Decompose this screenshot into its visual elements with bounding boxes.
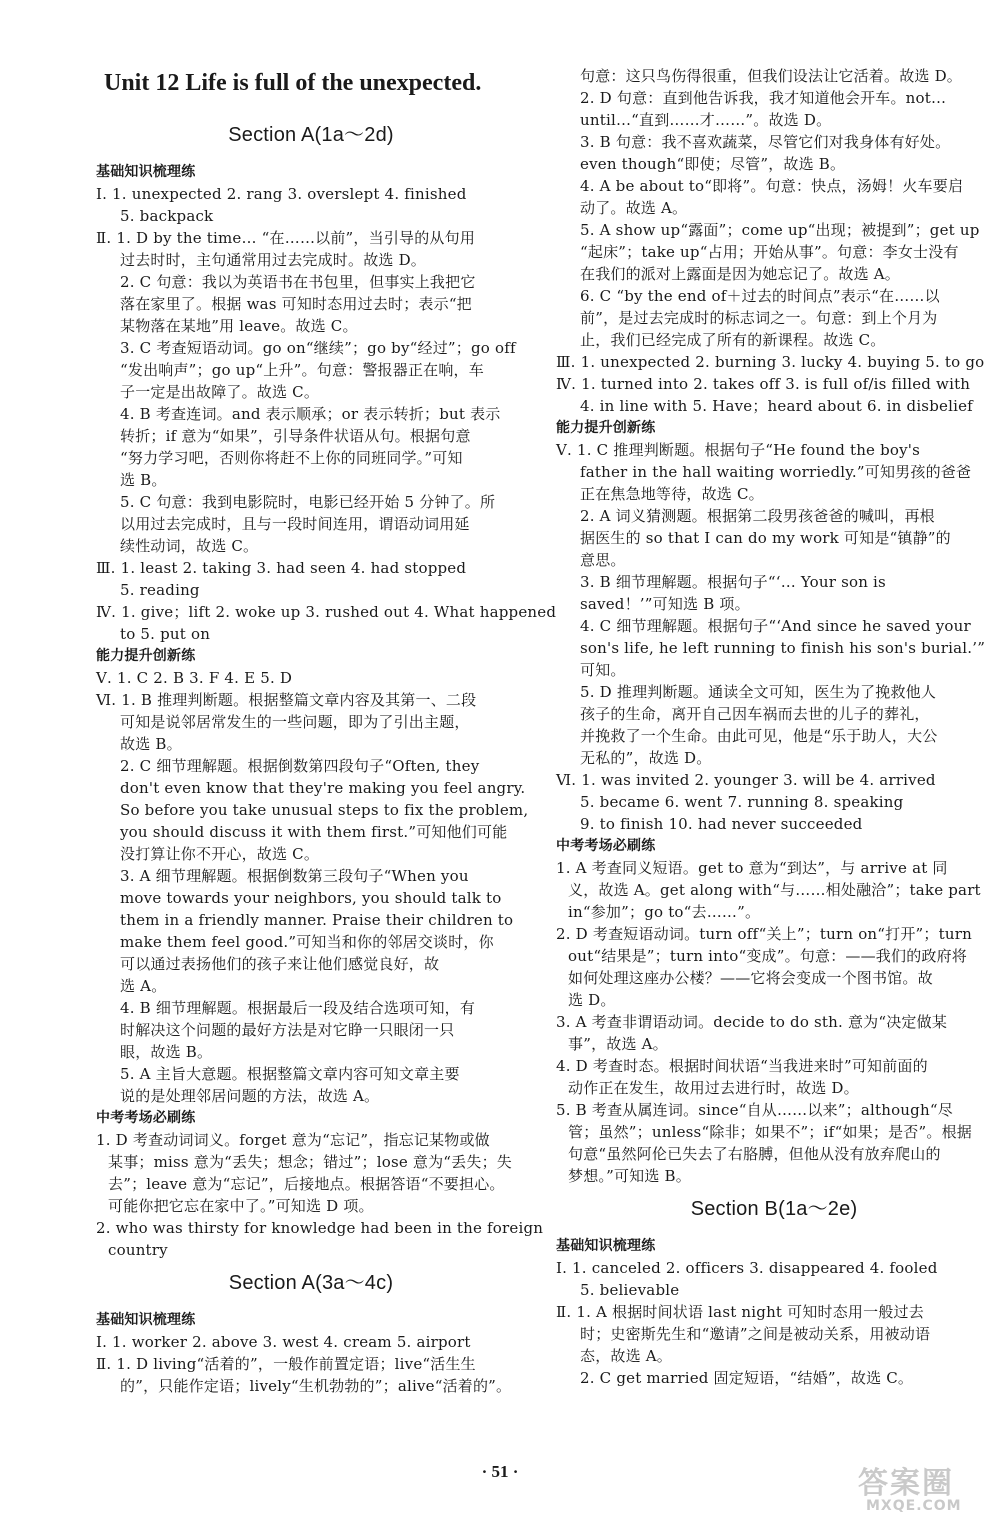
answer-line: 义，故选 A。get along with“与……相处融洽”；take part (568, 881, 981, 899)
answer-line: 如何处理这座办公楼？——它将会变成一个图书馆。故 (568, 969, 933, 987)
answer-line: 2. D 考查短语动词。turn off“关上”；turn on“打开”；turn (556, 925, 972, 943)
answer-line: Ⅱ. 1. D living“活着的”，一般作前置定语；live“活生生 (96, 1355, 476, 1373)
answer-line: 4. A be about to“即将”。句意：快点，汤姆！火车要启 (580, 177, 964, 195)
answer-line: 2. D 句意：直到他告诉我，我才知道他会开车。not… (580, 89, 947, 107)
answer-line: 管；虽然”；unless“除非；如果不”；if“如果；是否”。根据 (568, 1123, 972, 1141)
answer-line: 落在家里了。根据 was 可知时态用过去时；表示“把 (120, 295, 472, 313)
answer-line: them in a friendly manner. Praise their children to (120, 911, 514, 929)
answer-line: 说的是处理邻居问题的方法，故选 A。 (120, 1087, 380, 1105)
answer-line: out“结果是”；turn into“变成”。句意：——我们的政府将 (568, 947, 967, 965)
answer-line: to 5. put on (120, 625, 211, 643)
answer-line: Ⅲ. 1. least 2. taking 3. had seen 4. had stopped (96, 559, 467, 577)
answer-line: Ⅱ. 1. D by the time… “在……以前”，当引导的从句用 (96, 229, 476, 247)
page-number: · 51 · (481, 1462, 519, 1481)
answer-line: 2. C 细节理解题。根据倒数第四段句子“Often, they (120, 757, 480, 775)
answer-line: 无私的”，故选 D。 (580, 749, 712, 767)
answer-line: 子一定是出故障了。故选 C。 (120, 383, 320, 401)
watermark-url: MXQE.COM (866, 1498, 962, 1514)
answer-line: 5. believable (580, 1281, 680, 1299)
answer-line: Ⅴ. 1. C 推理判断题。根据句子“He found the boy's (556, 441, 921, 459)
answer-line: Ⅳ. 1. give；lift 2. woke up 3. rushed out 4. What happened (96, 603, 557, 621)
answer-line: 3. A 考查非谓语动词。decide to do sth. 意为“决定做某 (556, 1013, 948, 1031)
answer-line: 某事；miss 意为“丢失；想念；错过”；lose 意为“丢失；失 (108, 1153, 512, 1171)
answer-line: 态，故选 A。 (580, 1347, 673, 1365)
answer-line: 句意：这只鸟伤得很重，但我们设法让它活着。故选 D。 (580, 67, 962, 85)
answer-line: 故选 B。 (120, 735, 182, 753)
answer-line: 去”；leave 意为“忘记”，后接地点。根据答语“不要担心。 (108, 1175, 505, 1193)
answer-line: 4. C 细节理解题。根据句子“‘And since he saved your (580, 617, 971, 635)
answer-line: 梦想。”可知选 B。 (568, 1167, 691, 1185)
answer-line: 可知。 (580, 661, 626, 679)
answer-line: 1. D 考查动词词义。forget 意为“忘记”，指忘记某物或做 (96, 1131, 490, 1149)
answer-line: 在我们的派对上露面是因为她忘记了。故选 A。 (580, 265, 901, 283)
subsection-heading: 基础知识梳理练 (96, 1312, 196, 1328)
answer-line: Ⅵ. 1. B 推理判断题。根据整篇文章内容及其第一、二段 (96, 691, 477, 709)
answer-line: 选 A。 (120, 977, 167, 995)
answer-line: 事”，故选 A。 (568, 1035, 668, 1053)
answer-line: 没打算让你不开心，故选 C。 (120, 845, 320, 863)
answer-line: Ⅴ. 1. C 2. B 3. F 4. E 5. D (96, 669, 293, 687)
subsection-heading: 能力提升创新练 (556, 420, 656, 436)
answer-line: don't even know that they're making you feel angry. (120, 779, 526, 797)
answer-line: 动作正在发生，故用过去进行时，故选 D。 (568, 1079, 859, 1097)
answer-line: 5. C 句意：我到电影院时，电影已经开始 5 分钟了。所 (120, 493, 496, 511)
answer-line: 2. C 句意：我以为英语书在书包里，但事实上我把它 (120, 273, 476, 291)
answer-line: 正在焦急地等待，故选 C。 (580, 485, 764, 503)
answer-line: 6. C “by the end of＋过去的时间点”表示“在……以 (580, 287, 940, 305)
answer-line: 时解决这个问题的最好方法是对它睁一只眼闭一只 (120, 1021, 455, 1039)
answer-line: saved！’”可知选 B 项。 (580, 595, 750, 613)
answer-line: father in the hall waiting worriedly.”可知男孩的爸爸 (580, 463, 972, 481)
answer-line: So before you take unusual steps to fix the problem, (120, 801, 529, 819)
answer-line: 5. B 考查从属连词。since“自从……以来”；although“尽 (556, 1101, 953, 1119)
answer-line: 句意“虽然阿伦已失去了右胳膊，但他从没有放弃爬山的 (568, 1145, 941, 1163)
answer-line: 9. to finish 10. had never succeeded (580, 815, 863, 833)
answer-line: in“参加”；go to“去……”。 (568, 903, 761, 921)
answer-line: 可能你把它忘在家中了。”可知选 D 项。 (108, 1197, 374, 1215)
answer-line: 可以通过表扬他们的孩子来让他们感觉良好，故 (120, 955, 440, 973)
subsection-heading: 中考考场必刷练 (96, 1110, 196, 1126)
unit-title: Unit 12 Life is full of the unexpected. (104, 70, 482, 96)
answer-line: 据医生的 so that I can do my work 可知是“镇静”的 (580, 529, 951, 547)
watermark-logo (858, 1458, 988, 1518)
answer-line: 意思。 (580, 551, 626, 569)
answer-line: 眼，故选 B。 (120, 1043, 213, 1061)
answer-line: 3. A 细节理解题。根据倒数第三段句子“When you (120, 867, 469, 885)
answer-line: 转折；if 意为“如果”，引导条件状语从句。根据句意 (120, 427, 471, 445)
answer-line: 动了。故选 A。 (580, 199, 688, 217)
answer-line: 5. became 6. went 7. running 8. speaking (580, 793, 904, 811)
answer-line: 5. A show up“露面”；come up“出现；被提到”；get up (580, 221, 980, 239)
answer-line: 5. reading (120, 581, 200, 599)
subsection-heading: 基础知识梳理练 (556, 1238, 656, 1254)
answer-line: country (108, 1241, 168, 1259)
answer-line: 时；史密斯先生和“邀请”之间是被动关系，用被动语 (580, 1325, 931, 1343)
answer-line: 4. D 考查时态。根据时间状语“当我进来时”可知前面的 (556, 1057, 928, 1075)
section-heading: Section A(3a～4c) (228, 1272, 394, 1294)
answer-line: 4. in line with 5. Have；heard about 6. in disbelief (580, 397, 973, 415)
answer-line: 孩子的生命，离开自己因车祸而去世的儿子的葬礼， (580, 705, 930, 723)
answer-line: 以用过去完成时，且与一段时间连用，谓语动词用延 (120, 515, 470, 533)
answer-line: 2. A 词义猜测题。根据第二段男孩爸爸的喊叫，再根 (580, 507, 935, 525)
answer-line: “起床”；take up“占用；开始从事”。句意：李女士没有 (580, 243, 959, 261)
answer-line: 止，我们已经完成了所有的新课程。故选 C。 (580, 331, 886, 349)
subsection-heading: 中考考场必刷练 (556, 838, 656, 854)
answer-line: Ⅰ. 1. worker 2. above 3. west 4. cream 5. airport (96, 1333, 471, 1351)
answer-line: 可知是说邻居常发生的一些问题，即为了引出主题， (120, 713, 470, 731)
answer-line: Ⅳ. 1. turned into 2. takes off 3. is full of/is filled with (556, 375, 971, 393)
answer-line: 5. D 推理判断题。通读全文可知，医生为了挽救他人 (580, 683, 937, 701)
answer-line: 3. B 句意：我不喜欢蔬菜，尽管它们对我身体有好处。 (580, 133, 951, 151)
answer-line: make them feel good.”可知当和你的邻居交谈时，你 (120, 933, 494, 951)
answer-line: 3. B 细节理解题。根据句子“‘… Your son is (580, 573, 886, 591)
subsection-heading: 基础知识梳理练 (96, 164, 196, 180)
answer-line: move towards your neighbors, you should talk to (120, 889, 502, 907)
answer-line: 4. B 细节理解题。根据最后一段及结合选项可知，有 (120, 999, 476, 1017)
answer-line: 的”，只能作定语；lively“生机勃勃的”；alive“活着的”。 (120, 1377, 512, 1395)
answer-line: Ⅵ. 1. was invited 2. younger 3. will be 4. arrived (556, 771, 936, 789)
answer-line: Ⅰ. 1. unexpected 2. rang 3. overslept 4. finished (96, 185, 467, 203)
answer-line: 选 D。 (568, 991, 616, 1009)
answer-line: until…“直到……才……”。故选 D。 (580, 111, 832, 129)
section-heading: Section B(1a～2e) (690, 1198, 858, 1220)
answer-line: Ⅱ. 1. A 根据时间状语 last night 可知时态用一般过去 (556, 1303, 924, 1321)
answer-line: 续性动词，故选 C。 (120, 537, 259, 555)
answer-line: 选 B。 (120, 471, 167, 489)
answer-line: 过去时时，主句通常用过去完成时。故选 D。 (120, 251, 426, 269)
answer-line: “发出响声”；go up“上升”。句意：警报器正在响，车 (120, 361, 484, 379)
answer-line: 并挽救了一个生命。由此可见，他是“乐于助人，大公 (580, 727, 938, 745)
answer-line: 5. backpack (120, 207, 214, 225)
answer-line: even though“即使；尽管”，故选 B。 (580, 155, 846, 173)
answer-line: 4. B 考查连词。and 表示顺承；or 表示转折；but 表示 (120, 405, 501, 423)
subsection-heading: 能力提升创新练 (96, 648, 196, 664)
answer-line: “努力学习吧，否则你将赶不上你的同班同学。”可知 (120, 449, 463, 467)
answer-line: son's life, he left running to finish his son's burial.’” (580, 639, 986, 657)
answer-line: 1. A 考查同义短语。get to 意为“到达”，与 arrive at 同 (556, 859, 948, 877)
answer-line: 2. C get married 固定短语，“结婚”，故选 C。 (580, 1369, 914, 1387)
answer-line: you should discuss it with them first.”可知他们可能 (120, 823, 508, 841)
answer-line: 前”，是过去完成时的标志词之一。句意：到上个月为 (580, 309, 938, 327)
answer-line: 3. C 考查短语动词。go on“继续”；go by“经过”；go off (120, 339, 516, 357)
watermark-chars: 答案圈 (858, 1466, 954, 1501)
answer-line: Ⅰ. 1. canceled 2. officers 3. disappeared 4. fooled (556, 1259, 938, 1277)
answer-line: 2. who was thirsty for knowledge had been in the foreign (96, 1219, 544, 1237)
answer-line: Ⅲ. 1. unexpected 2. burning 3. lucky 4. buying 5. to go (556, 353, 985, 371)
section-heading: Section A(1a～2d) (228, 124, 394, 146)
answer-line: 5. A 主旨大意题。根据整篇文章内容可知文章主要 (120, 1065, 460, 1083)
answer-line: 某物落在某地”用 leave。故选 C。 (120, 317, 358, 335)
